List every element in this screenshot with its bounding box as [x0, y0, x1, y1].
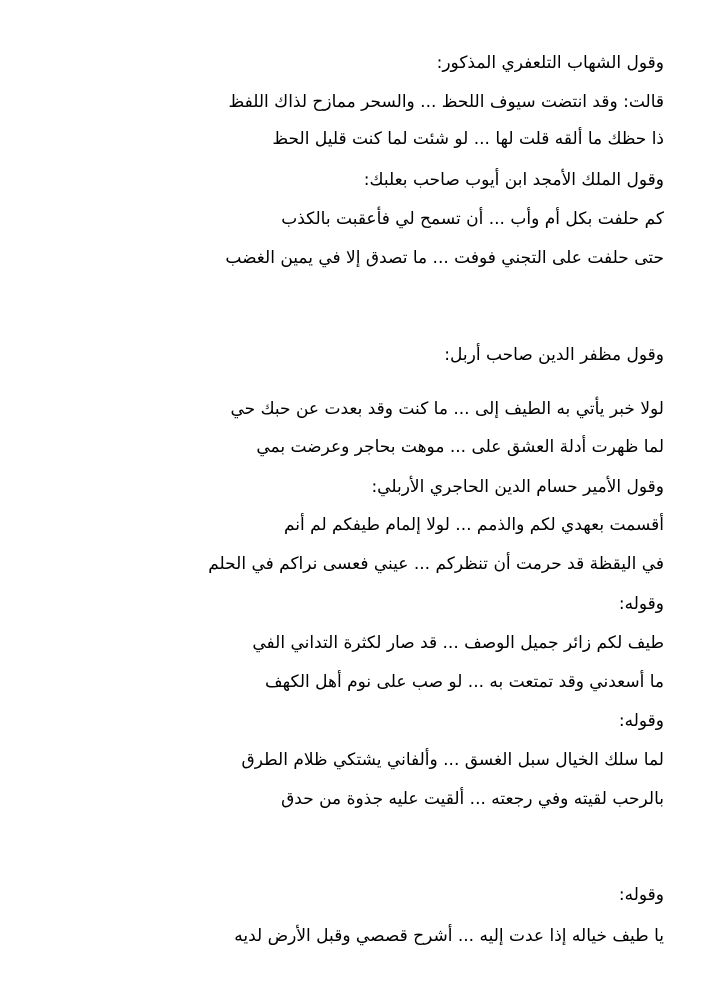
- verse-line: كم حلفت بكل أم وأب ... أن تسمح لي فأعقبت بالكذب: [281, 209, 664, 229]
- verse-line: قالت: وقد انتضت سيوف اللحظ ... والسحر ممازح لذاك اللفظ: [228, 92, 664, 112]
- heading-line: وقول الأمير حسام الدين الحاجري الأربلي:: [371, 477, 664, 497]
- heading-line: وقوله:: [618, 885, 664, 905]
- verse-line: ما أسعدني وقد تمتعت به ... لو صب على نوم أهل الكهف: [265, 672, 664, 692]
- verse-line: لما سلك الخيال سبل الغسق ... وألفاني يشتكي ظلام الطرق: [241, 750, 664, 770]
- verse-line: حتى حلفت على التجني فوفت ... ما تصدق إلا في يمين الغضب: [225, 248, 664, 268]
- heading-line: وقوله:: [618, 594, 664, 614]
- heading-line: وقوله:: [618, 711, 664, 731]
- heading-line: وقول الملك الأمجد ابن أيوب صاحب بعلبك:: [363, 170, 664, 190]
- verse-line: يا طيف خياله إذا عدت إليه ... أشرح قصصي وقبل الأرض لديه: [234, 926, 664, 946]
- verse-line: في اليقظة قد حرمت أن تنظركم ... عيني فعسى نراكم في الحلم: [208, 554, 664, 574]
- verse-line: أقسمت بعهدي لكم والذمم ... لولا إلمام طيفكم لم أنم: [283, 515, 664, 535]
- verse-line: لولا خبر يأتي به الطيف إلى ... ما كنت وقد بعدت عن حبك حي: [230, 399, 664, 419]
- verse-line: ذا حظك ما ألقه قلت لها ... لو شئت لما كنت قليل الحظ: [272, 129, 664, 149]
- verse-line: بالرحب لقيته وفي رجعته ... ألقيت عليه جذوة من حدق: [281, 789, 664, 809]
- verse-line: طيف لكم زائر جميل الوصف ... قد صار لكثرة التداني الفي: [252, 633, 664, 653]
- verse-line: لما ظهرت أدلة العشق على ... موهت بحاجر وعرضت بمي: [256, 437, 664, 457]
- heading-line: وقول مظفر الدين صاحب أربل:: [444, 345, 664, 365]
- heading-line: وقول الشهاب التلعفري المذكور:: [436, 53, 664, 73]
